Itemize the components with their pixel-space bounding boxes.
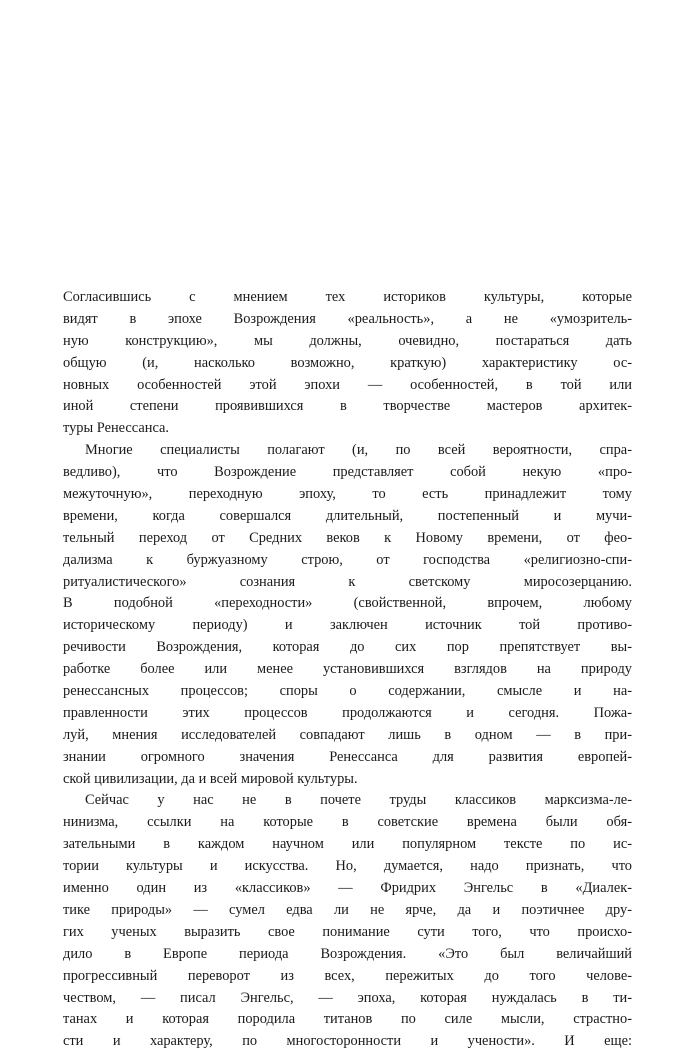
body-text xyxy=(63,287,632,1053)
text-line: новных особенностей этой эпохи — особенностей, в той или xyxy=(63,376,632,393)
text-line: общую (и, насколько возможно, краткую) характеристику ос- xyxy=(63,354,632,371)
text-line: танах и которая породила титанов по силе мысли, страстно- xyxy=(63,1011,632,1028)
paragraph xyxy=(63,790,632,1053)
text-line: межуточную», переходную эпоху, то есть принадлежит тому xyxy=(63,486,632,503)
text-line: иной степени проявившихся в творчестве мастеров архитек- xyxy=(63,398,632,415)
text-line: работке более или менее установившихся взглядов на природу xyxy=(63,661,632,678)
text-line: В подобной «переходности» (свойственной, впрочем, любому xyxy=(63,595,632,612)
text-line: нинизма, ссылки на которые в советские времена были обя- xyxy=(63,814,632,831)
text-line: именно один из «классиков» — Фридрих Энгельс в «Диалек- xyxy=(63,880,632,897)
text-line: гих ученых выразить свое понимание сути того, что происхо- xyxy=(63,923,632,940)
text-line: дализма к буржуазному строю, от господства «религиозно-спи- xyxy=(63,551,632,568)
text-line: ную конструкцию», мы должны, очевидно, постараться дать xyxy=(63,332,632,349)
text-line: тельный переход от Средних веков к Новому времени, от фео- xyxy=(63,529,632,546)
text-line: сти и характеру, по многосторонности и учености». И еще: xyxy=(63,1033,632,1050)
text-line: чеством, — писал Энгельс, — эпоха, которая нуждалась в ти- xyxy=(63,989,632,1006)
text-line: видят в эпохе Возрождения «реальность», а не «умозритель- xyxy=(63,310,632,327)
paragraph xyxy=(63,440,632,790)
text-line: туры Ренессанса. xyxy=(63,420,169,437)
text-line: зательными в каждом научном или популярном тексте по ис- xyxy=(63,836,632,853)
text-line: тории культуры и искусства. Но, думается, надо признать, что xyxy=(63,858,632,875)
paragraph xyxy=(63,287,632,440)
text-line: дило в Европе периода Возрождения. «Это был величайший xyxy=(63,945,632,962)
text-line: историческому периоду) и заключен источник той противо- xyxy=(63,617,632,634)
text-line: прогрессивный переворот из всех, пережитых до того челове- xyxy=(63,967,632,984)
text-line: речивости Возрождения, которая до сих пор препятствует вы- xyxy=(63,639,632,656)
text-line: Сейчас у нас не в почете труды классиков марксизма-ле- xyxy=(85,792,632,809)
text-line: Согласившись с мнением тех историков культуры, которые xyxy=(63,289,632,305)
text-line: времени, когда совершался длительный, постепенный и мучи- xyxy=(63,507,632,524)
text-line: правленности этих процессов продолжаются и сегодня. Пожа- xyxy=(63,704,632,721)
text-line: тике природы» — сумел едва ли не ярче, да и поэтичнее дру- xyxy=(63,901,632,918)
text-line: Многие специалисты полагают (и, по всей вероятности, спра- xyxy=(85,442,632,459)
text-line: ской цивилизации, да и всей мировой культуры. xyxy=(63,770,358,787)
text-line: луй, мнения исследователей совпадают лишь в одном — в при- xyxy=(63,726,632,743)
text-line: ритуалистического» сознания к светскому миросозерцанию. xyxy=(63,573,632,590)
text-line: ведливо), что Возрождение представляет собой некую «про- xyxy=(63,464,632,481)
text-line: ренессансных процессов; споры о содержании, смысле и на- xyxy=(63,683,632,700)
text-line: знании огромного значения Ренессанса для развития европей- xyxy=(63,748,632,765)
